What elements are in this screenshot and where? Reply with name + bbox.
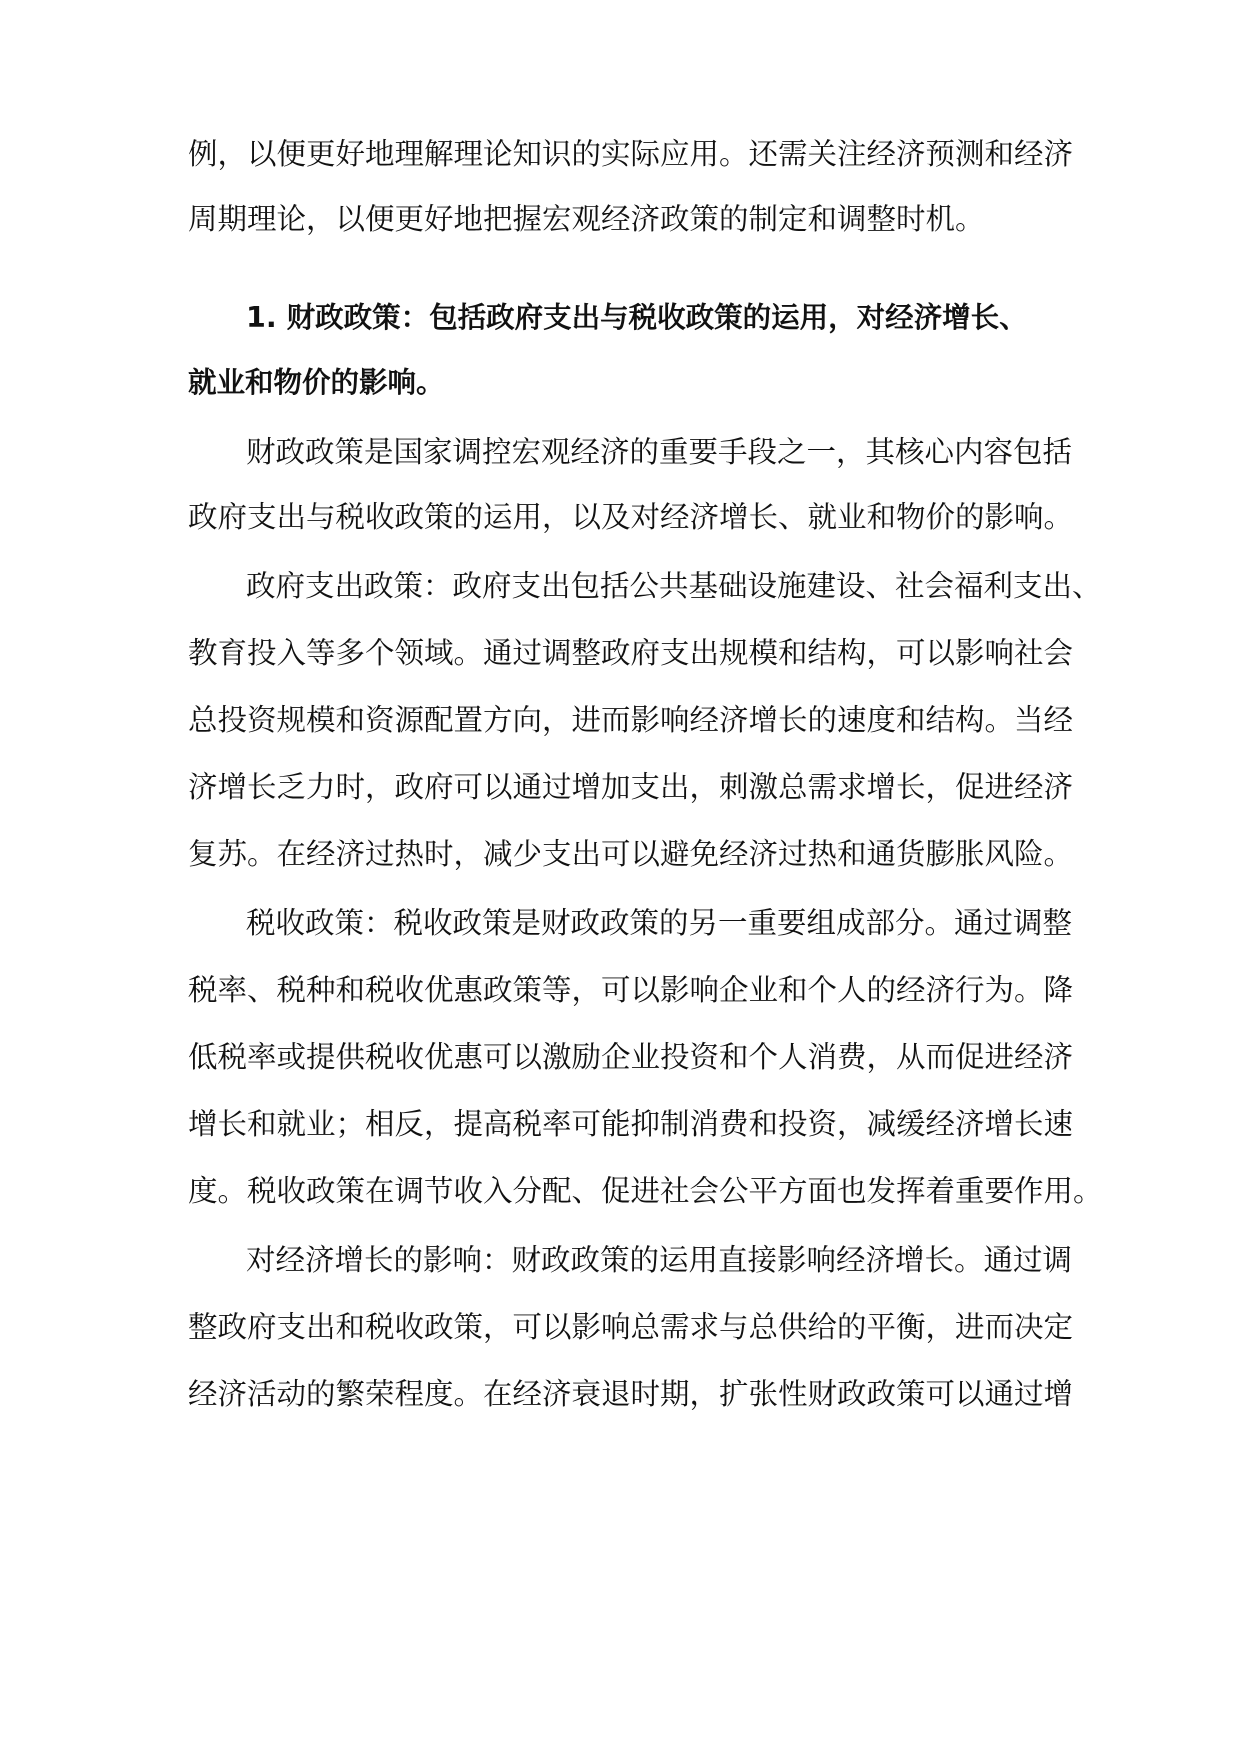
paragraph-3-line-5: 度。税收政策在调节收入分配、促进社会公平方面也发挥着重要作用。 bbox=[188, 1174, 1103, 1208]
paragraph-1-line-2: 政府支出与税收政策的运用，以及对经济增长、就业和物价的影响。 bbox=[188, 500, 1074, 534]
paragraph-4-line-2: 整政府支出和税收政策，可以影响总需求与总供给的平衡，进而决定 bbox=[188, 1310, 1074, 1344]
section-heading-line-2: 就业和物价的影响。 bbox=[188, 366, 445, 399]
intro-line-2: 周期理论，以便更好地把握宏观经济政策的制定和调整时机。 bbox=[188, 202, 985, 236]
paragraph-3-line-3: 低税率或提供税收优惠可以激励企业投资和个人消费，从而促进经济 bbox=[188, 1040, 1074, 1074]
paragraph-2-line-1: 政府支出政策：政府支出包括公共基础设施建设、社会福利支出、 bbox=[246, 569, 1102, 603]
paragraph-3-line-4: 增长和就业；相反，提高税率可能抑制消费和投资，减缓经济增长速 bbox=[188, 1107, 1074, 1141]
paragraph-2-line-4: 济增长乏力时，政府可以通过增加支出，刺激总需求增长，促进经济 bbox=[188, 770, 1074, 804]
paragraph-4-line-3: 经济活动的繁荣程度。在经济衰退时期，扩张性财政政策可以通过增 bbox=[188, 1377, 1074, 1411]
paragraph-2-line-5: 复苏。在经济过热时，减少支出可以避免经济过热和通货膨胀风险。 bbox=[188, 837, 1074, 871]
paragraph-4-line-1: 对经济增长的影响：财政政策的运用直接影响经济增长。通过调 bbox=[246, 1243, 1073, 1277]
paragraph-2-line-2: 教育投入等多个领域。通过调整政府支出规模和结构，可以影响社会 bbox=[188, 636, 1074, 670]
section-heading-number: 1. bbox=[246, 301, 277, 334]
paragraph-2-line-3: 总投资规模和资源配置方向，进而影响经济增长的速度和结构。当经 bbox=[188, 703, 1074, 737]
intro-line-1: 例，以便更好地理解理论知识的实际应用。还需关注经济预测和经济 bbox=[188, 137, 1074, 171]
section-heading-text: 财政政策：包括政府支出与税收政策的运用，对经济增长、 bbox=[286, 301, 1028, 334]
paragraph-3-line-2: 税率、税种和税收优惠政策等，可以影响企业和个人的经济行为。降 bbox=[188, 973, 1074, 1007]
section-heading-line-1 bbox=[246, 298, 1058, 338]
paragraph-1-line-1: 财政政策是国家调控宏观经济的重要手段之一，其核心内容包括 bbox=[246, 435, 1073, 469]
paragraph-3-line-1: 税收政策：税收政策是财政政策的另一重要组成部分。通过调整 bbox=[246, 906, 1073, 940]
